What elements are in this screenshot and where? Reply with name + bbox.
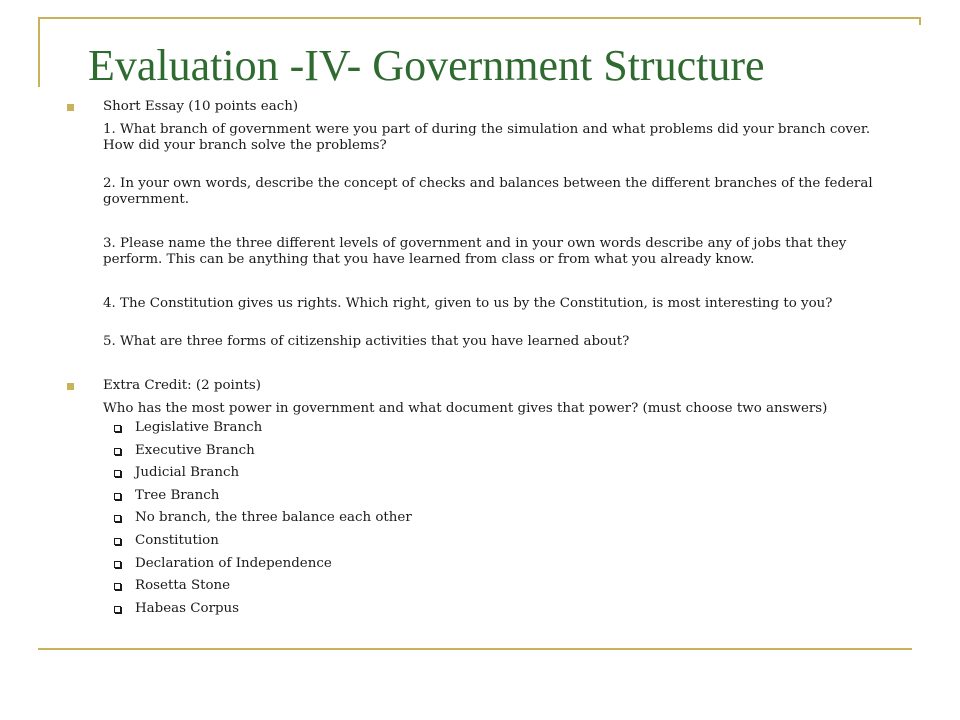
section-extra-credit [67,378,897,394]
section-short-essay [67,99,897,115]
bottom-frame-line [38,648,912,650]
option-label: Constitution [135,532,219,548]
section-heading: Short Essay (10 points each) [103,99,299,114]
option-label: Legislative Branch [135,420,263,435]
option-label: Tree Branch [135,487,220,503]
checkbox-icon[interactable] [114,470,121,477]
essay-question-2: 2. In your own words, describe the concept of checks and balances between the different branches of the federal government. [103,176,873,207]
option-rosetta-stone[interactable] [67,578,897,601]
option-constitution[interactable] [67,533,897,556]
option-label: Judicial Branch [135,465,240,481]
option-habeas-corpus[interactable] [67,601,897,624]
checkbox-icon[interactable] [114,606,121,613]
checkbox-icon[interactable] [114,515,121,522]
essay-question-4: 4. The Constitution gives us rights. Which right, given to us by the Constitution, is most interesting to you? [103,296,833,311]
essay-question-3: 3. Please name the three different levels of government and in your own words describe any of jobs that they perform. This can be anything that you have learned from class or from what you already know. [103,236,847,267]
option-label: Executive Branch [135,442,255,458]
option-declaration-of-independence[interactable] [67,556,897,579]
essay-question-1: 1. What branch of government were you part of during the simulation and what problems did your branch cover. How did your branch solve the problems? [103,122,871,153]
option-judicial-branch[interactable] [67,465,897,488]
option-tree-branch[interactable] [67,488,897,511]
option-label: No branch, the three balance each other [135,510,412,526]
checkbox-icon[interactable] [114,448,121,455]
checkbox-icon[interactable] [114,561,121,568]
checkbox-icon[interactable] [114,583,121,590]
left-frame-line [38,17,40,87]
section-heading: Extra Credit: (2 points) [103,378,261,393]
option-label: Rosetta Stone [135,578,231,594]
right-frame-line [919,17,921,25]
bullet-square-icon [67,383,74,390]
slide-title: Evaluation -IV- Government Structure [88,41,765,90]
checkbox-icon[interactable] [114,425,121,432]
top-frame-line [38,17,921,19]
extra-credit-prompt: Who has the most power in government and what document gives that power? (must choose two answers) [103,401,828,416]
option-label: Declaration of Independence [135,555,332,571]
slide-body [67,99,897,623]
checkbox-icon[interactable] [114,493,121,500]
option-label: Habeas Corpus [135,600,240,616]
checkbox-icon[interactable] [114,538,121,545]
bullet-square-icon [67,104,74,111]
essay-question-5: 5. What are three forms of citizenship activities that you have learned about? [103,334,630,349]
option-legislative-branch[interactable] [67,420,897,443]
option-no-branch[interactable] [67,510,897,533]
option-executive-branch[interactable] [67,443,897,466]
